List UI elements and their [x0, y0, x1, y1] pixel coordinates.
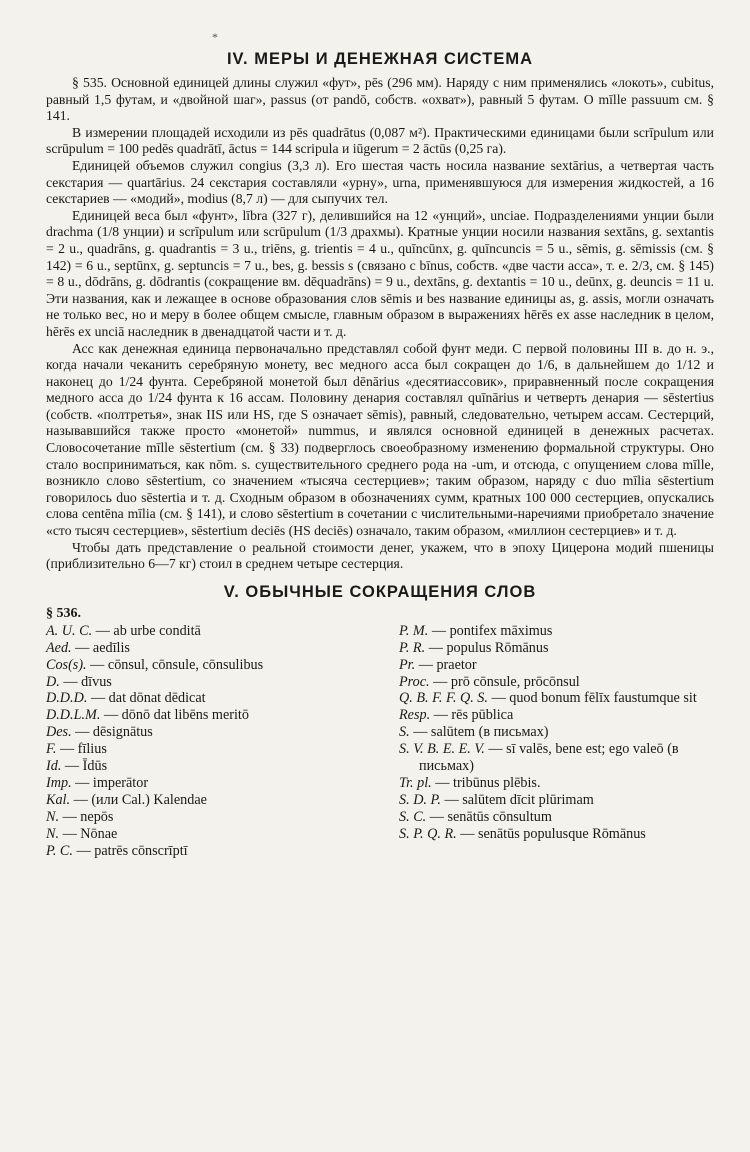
abbreviation-expansion: — senātūs cōnsultum	[429, 808, 552, 825]
abbreviations-right-column	[377, 623, 714, 860]
abbreviation-item	[46, 792, 361, 809]
abbreviation-expansion: — dat dōnat dēdicat	[90, 690, 206, 707]
abbreviation-term: F.	[46, 741, 57, 758]
abbreviation-term: Imp.	[46, 774, 72, 791]
abbreviation-expansion: — patrēs cōnscrīptī	[76, 842, 188, 859]
abbreviation-term: D.	[46, 673, 60, 690]
abbreviation-item	[399, 809, 714, 826]
abbreviation-term: Cos(s).	[46, 656, 87, 673]
abbreviation-item	[399, 690, 714, 707]
abbreviation-item	[46, 724, 361, 741]
abbreviation-item	[399, 741, 714, 775]
abbreviation-expansion: — salūtem dīcit plūrimam	[444, 791, 594, 808]
abbreviation-expansion: — praetor	[418, 656, 477, 673]
abbreviation-term: Q. B. F. F. Q. S.	[399, 690, 488, 707]
abbreviation-item	[46, 775, 361, 792]
abbreviation-item	[399, 657, 714, 674]
abbreviation-term: Des.	[46, 724, 72, 741]
abbreviation-expansion: — Īdūs	[64, 758, 108, 775]
paragraph-weight: Единицей веса был «фунт», lībra (327 г), делившийся на 12 «унций», unciae. Подразделениями унции были drachma (1/8 унции) и scrīpulum или scrūpulum (1/3 драхмы). Кратные унции носили названия sextāns, g. sextantis = 2 u., quadrāns, g. quadrantis = 3 u., triēns, g. trientis = 4 u., quīncūnx, g. quīncuncis = 5 u., sēmis, g. sēmissis (см. § 142) = 6 u., septūnx, g. septuncis = 7 u., bes, g. bessis s (связано с bīnus, собств. «две части асса», т. е. 2/3, см. § 145) = 8 u., dōdrāns, g. dōdrantis (сокращение вм. dēquadrāns) = 9 u., dextāns, g. dextantis = 10 u., deūnx, g. deuncis = 11 u. Эти названия, как и лежащее в основе образования слов sēmis и bes название единицы as, g. assis, могли означать не только вес, но и меру в более общем смысле, главным образом в выражениях hērēs ex asse наследник в целом, hērēs ex unciā наследник в двенадцатой части и т. д.	[46, 207, 714, 339]
abbreviation-item	[46, 741, 361, 758]
abbreviation-expansion: — sī valēs, bene est; ego valeō (в письмах)	[419, 741, 679, 775]
abbreviation-expansion: — nepōs	[62, 808, 114, 825]
paragraph-535-length: § 535. Основной единицей длины служил «фут», pēs (296 мм). Наряду с ним применялись «локоть», cubitus, равный 1,5 футам, и «двойной шаг», passus (от pandō, собств. «охват»), равный 5 футам. О mīlle passuum см. § 141.	[46, 75, 714, 124]
section-536-number: § 536.	[46, 605, 81, 621]
abbreviation-item	[399, 707, 714, 724]
abbreviation-term: D.D.L.M.	[46, 707, 101, 724]
abbreviation-expansion: — rēs pūblica	[433, 707, 514, 724]
abbreviation-expansion: — dōnō dat libēns meritō	[103, 707, 249, 724]
abbreviation-term: A. U. C.	[46, 622, 93, 639]
abbreviation-item	[399, 674, 714, 691]
abbreviation-expansion: — populus Rōmānus	[428, 639, 549, 656]
abbreviation-term: Proc.	[399, 673, 430, 690]
abbreviation-item	[46, 707, 361, 724]
abbreviation-expansion: — Nōnae	[62, 825, 118, 842]
abbreviation-expansion: — imperātor	[75, 774, 149, 791]
stray-mark: *	[212, 30, 218, 44]
abbreviation-term: S.	[399, 724, 410, 741]
abbreviation-item	[399, 623, 714, 640]
abbreviation-expansion: — senātūs populusque Rōmānus	[460, 825, 646, 842]
abbreviation-term: P. R.	[399, 639, 426, 656]
abbreviation-term: Resp.	[399, 707, 431, 724]
abbreviation-expansion: — dīvus	[63, 673, 112, 690]
abbreviation-item	[399, 826, 714, 843]
paragraph-volume: Единицей объемов служил congius (3,3 л). Его шестая часть носила название sextārius, а четвертая часть секстария — quartārius. 24 секстария составляли «урну», urna, применявшуюся для измерения жидкостей, а 16 секстариев — «модий», modius (8,7 л) — для сыпучих тел.	[46, 157, 714, 207]
abbreviation-term: Kal.	[46, 791, 71, 808]
abbreviation-expansion: — prō cōnsule, prōcōnsul	[433, 673, 580, 690]
abbreviation-expansion: — ab urbe conditā	[95, 622, 201, 639]
paragraph-value: Чтобы дать представление о реальной стоимости денег, укажем, что в эпоху Цицерона модий пшеницы (приблизительно 6—7 кг) стоил в среднем четыре сестерция.	[46, 539, 714, 572]
abbreviation-item	[46, 826, 361, 843]
abbreviation-term: D.D.D.	[46, 690, 88, 707]
abbreviation-item	[399, 640, 714, 657]
abbreviation-item	[46, 690, 361, 707]
abbreviations-left-column	[46, 623, 361, 860]
abbreviation-term: S. C.	[399, 808, 427, 825]
abbreviation-item	[399, 792, 714, 809]
abbreviation-item	[46, 809, 361, 826]
abbreviation-expansion: — (или Cal.) Kalendae	[73, 791, 207, 808]
abbreviation-item	[399, 724, 714, 741]
abbreviation-term: N.	[46, 808, 60, 825]
abbreviation-expansion: — cōnsul, cōnsule, cōnsulibus	[90, 656, 264, 673]
section-5-title: V. ОБЫЧНЫЕ СОКРАЩЕНИЯ СЛОВ	[223, 582, 537, 601]
abbreviation-expansion: — quod bonum fēlīx faustumque sit	[491, 690, 697, 707]
abbreviation-expansion: — dēsignātus	[75, 724, 153, 741]
paragraph-area: В измерении площадей исходили из pēs quadrātus (0,087 м²). Практическими единицами были scrīpulum или scrūpulum = 100 pedēs quadrātī, āctus = 144 scripula и iūgerum = 2 āctūs (0,25 га).	[46, 124, 714, 157]
abbreviation-expansion: — pontifex māximus	[431, 622, 553, 639]
abbreviation-term: P. C.	[46, 842, 73, 859]
abbreviation-term: S. V. B. E. E. V.	[399, 741, 485, 758]
abbreviation-term: Id.	[46, 758, 62, 775]
abbreviation-expansion: — fīlius	[59, 741, 107, 758]
abbreviation-item	[46, 843, 361, 860]
abbreviation-item	[46, 674, 361, 691]
section-4-title: IV. МЕРЫ И ДЕНЕЖНАЯ СИСТЕМА	[226, 50, 534, 68]
abbreviations-list	[46, 623, 714, 860]
abbreviation-term: P. M.	[399, 622, 429, 639]
section-4-body	[46, 75, 714, 573]
abbreviation-term: Aed.	[46, 639, 72, 656]
abbreviation-item	[46, 623, 361, 640]
paragraph-money: Асс как денежная единица первоначально представлял собой фунт меди. С первой половины III в. до н. э., когда начали чеканить серебряную монету, вес медного асса был сокращен до 1/6, в дальнейшем до 1/12 и наконец до 1/24 фунта. Серебряной монетой был dēnārius «десятиассовик», приравненный после сокращения медного асса до 1/24 фунта к 16 ассам. Половину денария составлял quīnārius и четверть денария — sēstertius (собств. «полтретья», знак IIS или HS, где S означает sēmis), равный, следовательно, четырем ассам. Сестерций, называвшийся также просто «монетой» nummus, и являлся основной единицей в денежных расчетах. Словосочетание mīlle sēstertium (см. § 33) подверглось своеобразному изменению формальной структуры. Оно стало восприниматься, как nōm. s. существительного среднего рода на -um, и отсюда, с опущением слова mīlle, возникло слово sēstertium, со значением «тысяча сестерциев»; таким образом, наряду с duo mīlia sēstertium говорилось duo sēstertia и т. д. Сходным образом в обозначениях сумм, кратных 100 000 сестерциев, опускались слова centēna mīlia (см. § 141), и слово sēstertium в сочетании с числительными-наречиями приобретало значение «сто тысяч сестерциев», sēstertium deciēs (HS deciēs) означало, таким образом, «миллион сестерциев» и т. д.	[46, 340, 714, 539]
abbreviation-term: S. D. P.	[399, 791, 441, 808]
abbreviation-item	[399, 775, 714, 792]
abbreviation-term: Tr. pl.	[399, 774, 432, 791]
abbreviation-term: Pr.	[399, 656, 416, 673]
abbreviation-item	[46, 657, 361, 674]
abbreviation-expansion: — tribūnus plēbis.	[435, 774, 541, 791]
abbreviation-item	[46, 640, 361, 657]
abbreviation-expansion: — salūtem (в письмах)	[413, 724, 549, 741]
abbreviation-expansion: — aedīlis	[75, 639, 130, 656]
abbreviation-term: S. P. Q. R.	[399, 825, 457, 842]
abbreviation-item	[46, 758, 361, 775]
abbreviation-term: N.	[46, 825, 60, 842]
